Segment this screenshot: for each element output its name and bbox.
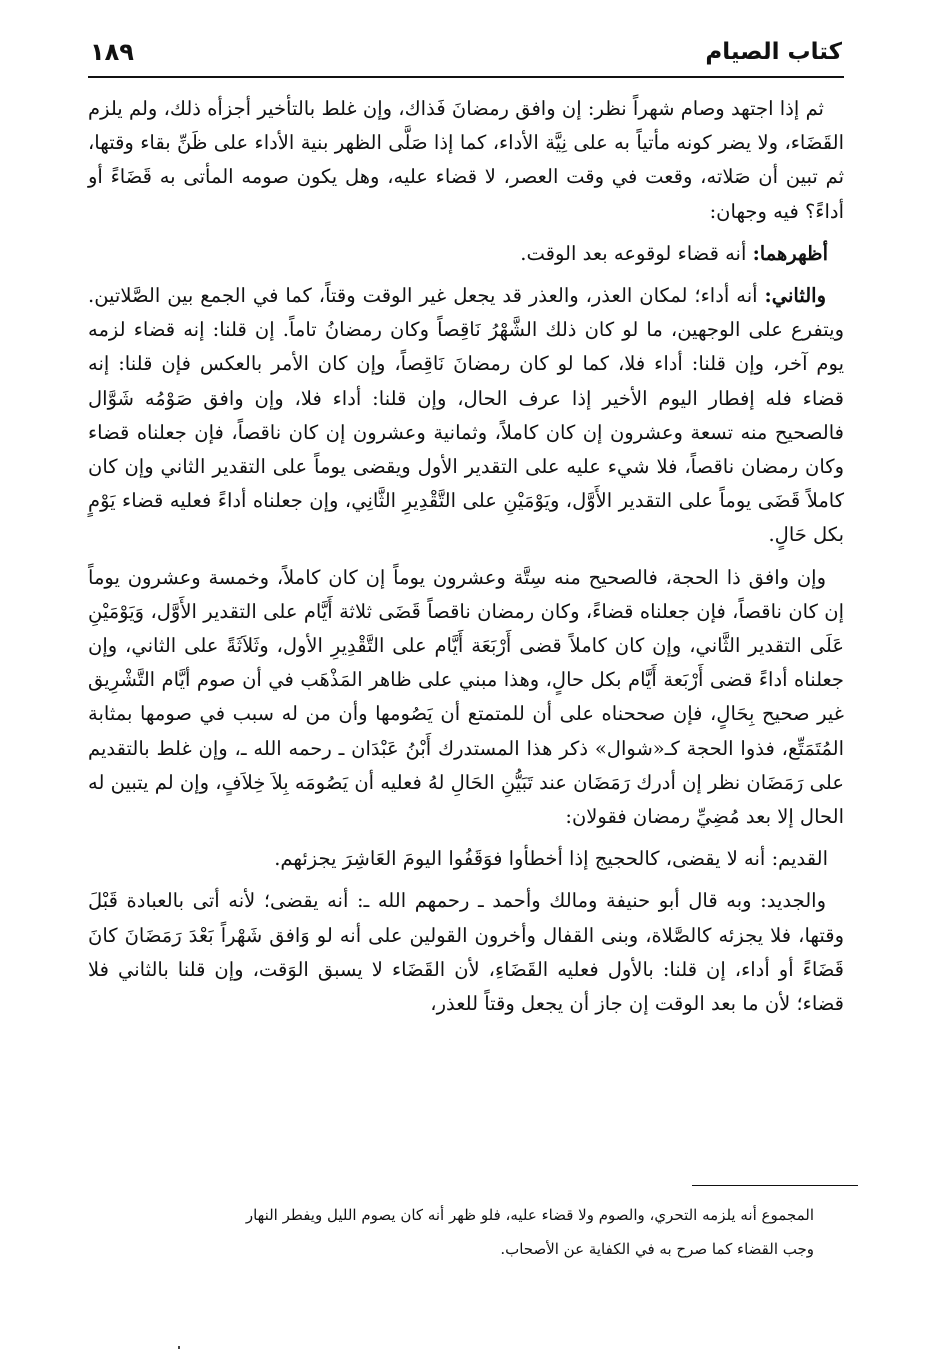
lead-old: القديم: <box>771 847 828 871</box>
paragraph-first-view-text: أنه قضاء لوقوعه بعد الوقت. <box>520 241 747 265</box>
lead-first: أظهرهما: <box>752 241 828 265</box>
footnote-rule <box>692 1185 858 1186</box>
paragraph-new-view-text: وبه قال أبو حنيفة ومالك وأحمد ـ رحمهم الله ـ: أنه يقضى؛ لأنه أتى بالعبادة قَبْلَ وقتها، فلا يجزئه كالصَّلاة، وبنى القفال وأخرون القولين على أنه لو وَافق شَهْراً بَعْدَ رَمَضَانَ كانَ قَضَاءً أو أداء، إن قلنا: بالأول فعليه القَضَاءِ، لأن القَضَاء لا يسبق الوَقت، وإن قلنا بالثاني فلا قضاء؛ لأن ما بعد الوقت إن جاز أن يجعل وقتاً للعذر، <box>88 889 844 1016</box>
paragraph-intro: ثم إذا اجتهد وصام شهراً نظر: إن وافق رمضانَ فَذاك، وإن غلط بالتأخير أجزأه ذلك، ولم يلزم القَضَاء، ولا يضر كونه مأتياً به على نِيَّة الأداء، كما إذا صَلَّى الظهر بنية الأداء على ظَنِّ بقاء وقتها، ثم تبين أن صَلاته، وقعت في وقت العصر، لا قضاء عليه، وهل يكون صومه المأتى به قَضَاءً أو أداءً؟ فيه وجهان: <box>88 97 844 223</box>
paragraph-first-view <box>88 237 844 271</box>
page-header <box>90 30 842 74</box>
scan-speck <box>178 1346 180 1349</box>
paragraph-dhul-hijja: وإن وافق ذا الحجة، فالصحيح منه سِتَّة وعشرون يوماً إن كان كاملاً، وخمسة وعشرون يوماً إن كان ناقصاً، فإن جعلناه قضاءً، وكان رمضان ناقصاً قَضَى ثلاثة أَيَّام على التقدير الأَوَّل، وَيَوْمَيْنِ عَلَى التقدير الثَّاني، وإن كان كاملاً قضى أَرْبَعَة أَيَّام على التَّقْدِيرِ الأول، وثَلاَثَةً على الثاني، وإن جعلناه أداءً قضى أَرْبَعة أَيَّام بكل حالٍ، وهذا مبني على ظاهر المَذْهَب في أن صوم أيَّام التَّشْرِيق غير صحيح بِحَالٍ، فإن صححناه على أن للمتمتع أن يَصُومها وأن من له سبب في صومها بمثابة المُتَمَتِّع، فذوا الحجة كـ«شوال» ذكر هذا المستدرك أَبْنُ عَبْدَان ـ رحمه الله ـ، وإن غلط بالتقديم على رَمَضَان نظر إن أدرك رَمَضَان عند تَبَيُّنِ الحَالِ لهُ فعليه أن يَصُومَه بِلاَ خِلاَفٍ، وإن لم يتبين له الحال إلا بعد مُضِيِّ رمضان فقولان: <box>88 565 844 829</box>
page-number: ١٨٩ <box>90 38 134 66</box>
footnote <box>98 1198 814 1266</box>
paragraph-new-view <box>88 884 844 1021</box>
header-rule <box>88 76 844 78</box>
main-text <box>88 92 844 1029</box>
footnote-line: وجب القضاء كما صرح به في الكفاية عن الأصحاب. <box>500 1240 814 1258</box>
paragraph-old-view-text: أنه لا يقضى، كالحجيج إذا أخطأوا فوَقَفُوا اليومَ العَاشِرَ يجزئهم. <box>274 847 766 871</box>
paragraph-old-view <box>88 842 844 876</box>
lead-new: والجديد: <box>760 889 826 913</box>
running-title: كتاب الصيام <box>705 39 842 65</box>
paragraph-second-view <box>88 279 844 553</box>
footnote-line: المجموع أنه يلزمه التحري، والصوم ولا قضاء عليه، فلو ظهر أنه كان يصوم الليل ويفطر النهار <box>245 1206 814 1224</box>
lead-second: والثاني: <box>764 284 826 308</box>
paragraph-second-view-text: أنه أداء؛ لمكان العذر، والعذر قد يجعل غير الوقت وقتاً، كما في الجمع بين الصَّلاتين. ويتفرع على الوجهين، ما لو كان ذلك الشَّهْرُ نَاقِصاً وكان رمضانُ تاماً. إن قلنا: إنه قضاء لزمه يوم آخر، وإن قلنا: أداء فلا، كما لو كان رمضانَ نَاقِصاً، وإن كان الأمر بالعكس فإن قلنا: إنه قضاء فله إفطار اليوم الأخير إذا عرف الحال، وإن قلنا: أداء فلا، وإن وافق صَوْمُه شَوَّال فالصحيح منه تسعة وعشرون إن كان كاملاً، وثمانية وعشرون إن كان ناقصاً، فإن جعلناه قضاء وكان رمضان ناقصاً، فلا شيء عليه على التقدير الأول ويقضى يوماً على التقدير الثاني وإن كان كاملاً قَضَى يوماً على التقدير الأَوَّل، ويَوْمَيْنِ على التَّقْدِيرِ الثَّانِي، وإن جعلناه أداءً فعليه قضاء يَوْمٍ بكل حَالٍ. <box>88 284 844 547</box>
